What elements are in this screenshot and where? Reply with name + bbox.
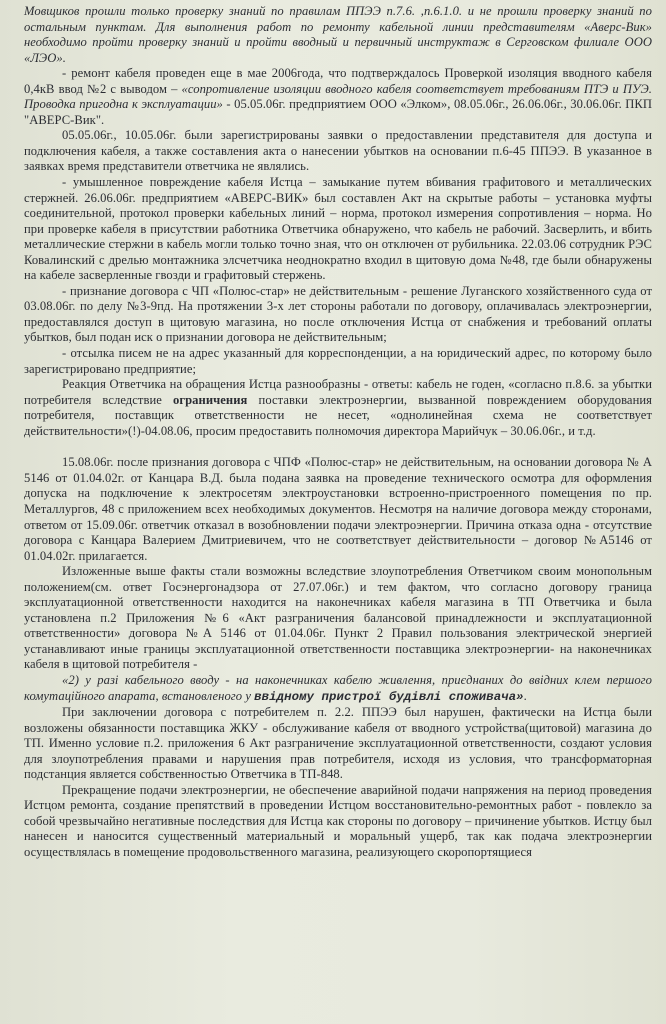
paragraph-requests — [24, 128, 652, 175]
text-run: . — [523, 688, 527, 703]
text-run: 05.05.06г., 10.05.06г. были зарегистрированы заявки о предоставлении представителя для доступа и подключения кабеля, а также составления акта о нанесении убытков на основании п.6-45 ППЭЭ. В указанное в заявках время представители ответчика не являлись. — [24, 128, 652, 174]
text-run: Реакция Ответчика на обращения Истца разнообразны - ответы: кабель не годен, «согласно п.8.6. за убытки потребителя вследствие — [24, 377, 652, 407]
paragraph-intro — [24, 4, 652, 66]
spacer — [24, 439, 652, 455]
text-run: 15.08.06г. после признания договора с ЧПФ «Полюс-стар» не действительным, на основании договора № А 5146 от 01.04.02г. от Канцара В.Д. была подана заявка на проведение технического осмотра для оформления допуска на подключение к электросетям электроустановки встроенно-пристроенного помещения по пр. Металлургов, 48 с приложением всех необходимых документов. Несмотря на наличие договора между сторонами, ответом от 15.09.06г. ответчик отказал в возобновлении подачи электроэнергии. Причина отказа одна - отсутствие договора с Канцара Валерием Дмитриевичем, что не соответствует действительности – договор №А5146 от 01.04.02г. прилагается. — [24, 455, 652, 563]
paragraph-cable-repair — [24, 66, 652, 128]
text-run: Изложенные выше факты стали возможны вследствие злоупотребления Ответчиком своим монопольным положением(см. ответ Госэнергонадзора от 27.07.06г.) и тем фактом, что согласно договору граница эксплуатационной ответственности находится на наконечниках кабеля магазина в ТП Ответчика и была установлена п.2 Приложения №6 «Акт разграничения балансовой принадлежности и эксплуатационной ответственности» договора №А 5146 от 01.04.06г. Пункт 2 Правил пользования электрической энергией устанавливают иные границы эксплуатационной ответственности поставщика электроэнергии- на наконечниках кабеля в щитовой потребителя - — [24, 564, 652, 672]
paragraph-contract-invalid — [24, 284, 652, 346]
paragraph-damage — [24, 175, 652, 284]
text-run: - ремонт кабеля проведен еще в мае 2006года, что подтверждалось Проверкой изоляция вводного кабеля 0,4кВ ввод №2 с выводом – — [24, 66, 652, 96]
text-run: - признание договора с ЧП «Полюс-стар» не действительным - решение Луганского хозяйственного суда от 03.08.06г. по делу №3-9пд. На протяжении 3-х лет стороны работали по договору, оплачивалась электроэнергии, предоставлялся доступ в щитовую магазина, но после отключения Истца от снабжения и требований оплаты убытков, был подан иск о признании договора не действительным; — [24, 283, 652, 345]
paragraph-contract-violation — [24, 705, 652, 783]
text-run: - отсылка писем не на адрес указанный для корреспонденции, а на юридический адрес, по которому было зарегистрировано предприятие; — [24, 346, 652, 376]
paragraph-consequences — [24, 783, 652, 861]
text-run: поставки электроэнергии, вызванной повреждением оборудования потребителя, поставщик ответственности не несет, «однолинейная схема не соответствует действительности»(!)-04.08.06, просим предоставить полномочия директора Марийчук – 30.06.06г., и т.д. — [24, 392, 652, 438]
paragraph-reaction — [24, 377, 652, 439]
text-run: ввідному пристрої будівлі споживача» — [254, 689, 524, 704]
text-run: «2) у разі кабельного вводу - на наконечниках кабелю живлення, приєднаних до ввідних клем першого комутаційного апарата, встановленого у — [24, 672, 652, 703]
text-run: Прекращение подачи электроэнергии, не обеспечение аварийной подачи напряжения на период проведения Истцом ремонта, создание препятствий в проведении Истцом восстановительно-ремонтных работ - повлекло за собой чрезвычайно негативные последствия для Истца как стороны по договору – причинение убытков. Истцу был нанесен и наносится существенный материальный и моральный ущерб, так как подача электроэнергии осуществлялась в помещение продовольственного магазина, реализующего скоропортящиеся — [24, 782, 652, 859]
paragraph-abuse — [24, 564, 652, 673]
text-run: ограничения — [173, 392, 248, 407]
paragraph-application — [24, 455, 652, 564]
text-run: При заключении договора с потребителем п. 2.2. ППЭЭ был нарушен, фактически на Истца были возложены обязанности поставщика ЖКУ - обслуживание кабеля от вводного устройства(щитовой) магазина до ТП. Именно условие п.2. приложения 6 Акт разграничение эксплуатационной ответственности, создают условия для злоупотребления правами и нарушения прав потребителя, исходя из условия, что трансформаторная подстанция является собственностью Ответчика в ТП-848. — [24, 705, 652, 782]
text-run: Мовщиков прошли только проверку знаний по правилам ППЭЭ п.7.6. ,п.6.1.0. и не прошли проверку знаний по остальным пунктам. Для выполнения работ по ремонту кабельной линии представителям «Аверс-Вик» необходимо пройти проверку знаний и пройти вводный и первичный инструктаж в Серговском филиале ООО «ЛЭО». — [24, 4, 652, 65]
text-run: - умышленное повреждение кабеля Истца – замыкание путем вбивания графитового и металлических стержней. 26.06.06г. предприятием «АВЕРС-ВИК» был составлен Акт на скрытые работы – установка муфты соединительной, протокол проверки кабельных линий – норма, протокол измерения сопротивления – норма. Но при проверке кабеля в присутствии работника Ответчика обнаружено, что кабель не рабочий. Засверлить, и вбить металлические стержни в кабель могли только точно зная, что он отключен от рубильника. 22.03.06 сотрудник РЭС Ковалинский с дрелью монтажника элсчетчика неоднократно входил в щитовую дома №48, где были обнаружены на кабеле засверленные гвозди и графитовый стержень. — [24, 175, 652, 283]
text-run: «сопротивление изоляции вводного кабеля соответствует требованиям ПТЭ и ПУЭ. Проводка пригодна к эксплуатации» — [24, 81, 652, 112]
paragraph-quote — [24, 673, 652, 705]
text-run: - 05.05.06г. предприятием ООО «Элком», 08.05.06г., 26.06.06г., 30.06.06г. ПКП "АВЕРС-Вик". — [24, 97, 653, 127]
paragraph-letters — [24, 346, 652, 377]
